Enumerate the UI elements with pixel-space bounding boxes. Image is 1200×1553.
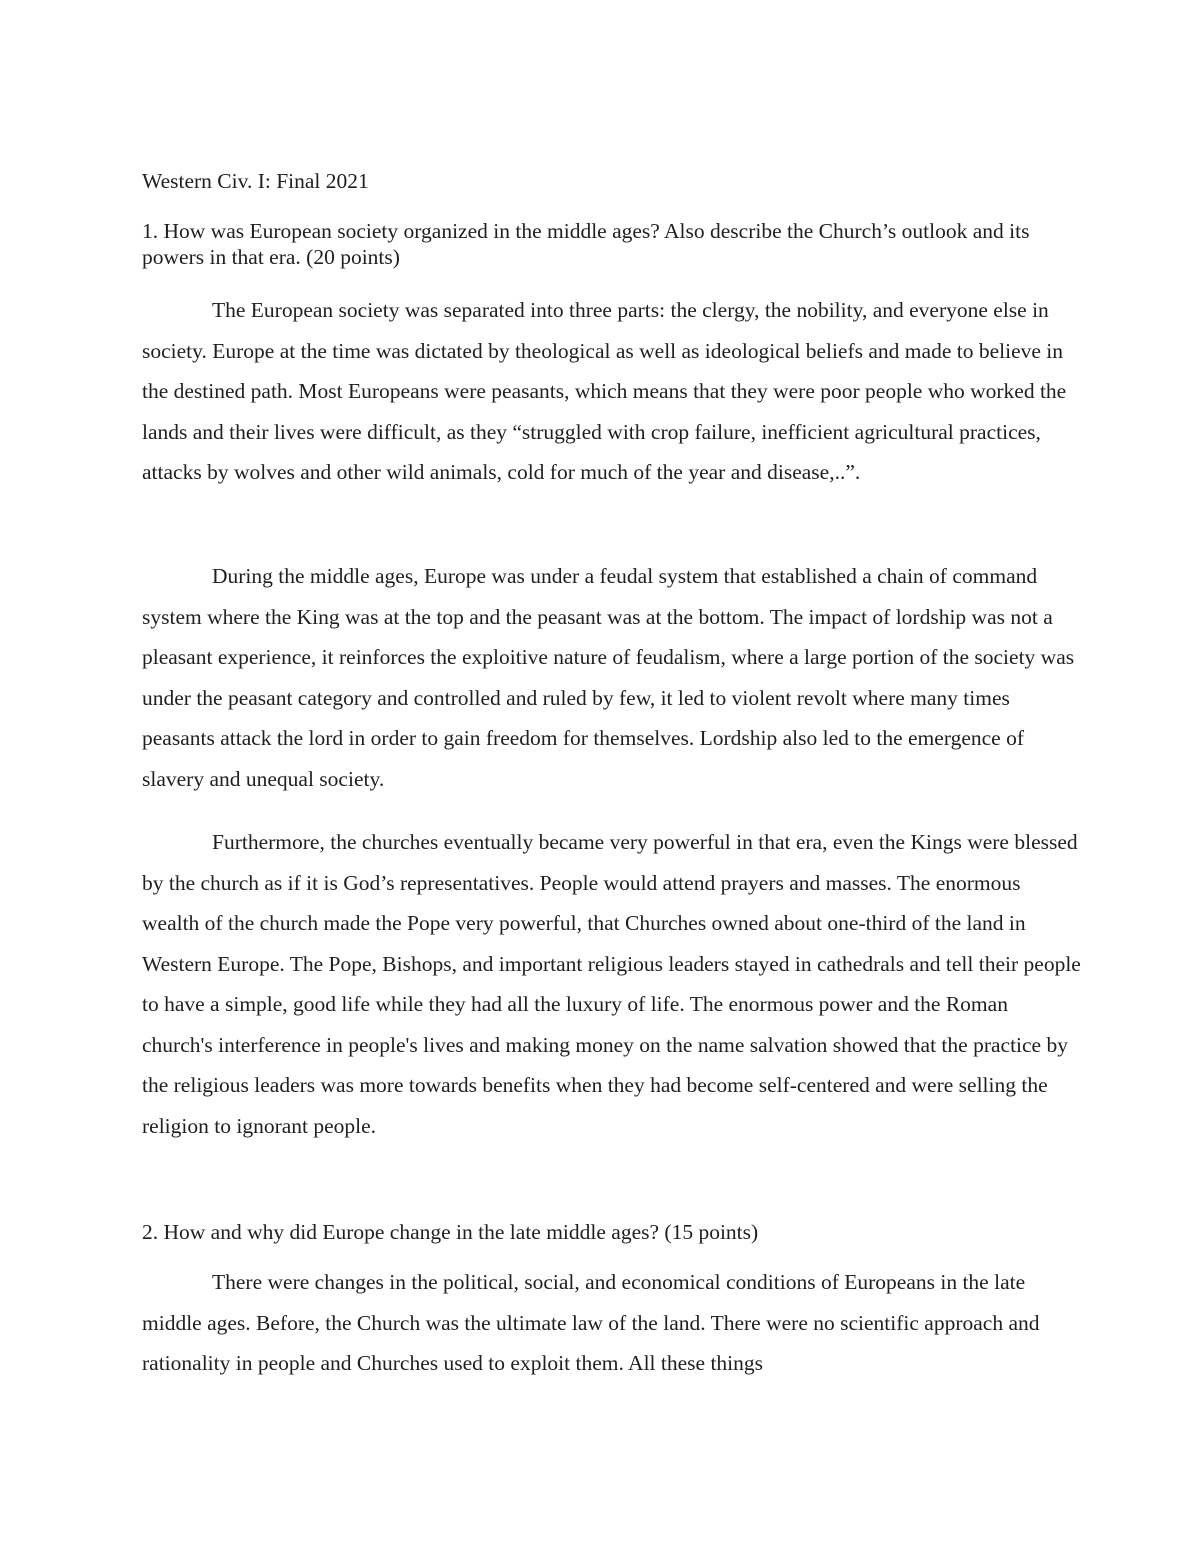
question-1: 1. How was European society organized in the middle ages? Also describe the Church’s outlook and its powers in that era. (20 points) — [142, 219, 1030, 269]
question-2: 2. How and why did Europe change in the late middle ages? (15 points) — [142, 1220, 759, 1244]
answer-1-paragraph-1: The European society was separated into three parts: the clergy, the nobility, and everyone else in society. Europe at the time was dictated by theological as well as ideological beliefs and made to believe in the destined path. Most Europeans were peasants, which means that they were poor people who worked the lands and their lives were difficult, as they “struggled with crop failure, inefficient agricultural practices, attacks by wolves and other wild animals, cold for much of the year and disease,..”. — [142, 298, 1067, 484]
document-title: Western Civ. I: Final 2021 — [142, 169, 369, 193]
answer-1-paragraph-3: Furthermore, the churches eventually became very powerful in that era, even the Kings were blessed by the church as if it is God’s representatives. People would attend prayers and masses. The enormous wealth of the church made the Pope very powerful, that Churches owned about one-third of the land in Western Europe. The Pope, Bishops, and important religious leaders stayed in cathedrals and tell their people to have a simple, good life while they had all the luxury of life. The enormous power and the Roman church's interference in people's lives and making money on the name salvation showed that the practice by the religious leaders was more towards benefits when they had become self-centered and were selling the religion to ignorant people. — [142, 830, 1081, 1138]
answer-1-paragraph-2: During the middle ages, Europe was under a feudal system that established a chain of command system where the King was at the top and the peasant was at the bottom. The impact of lordship was not a pleasant experience, it reinforces the exploitive nature of feudalism, where a large portion of the society was under the peasant category and controlled and ruled by few, it led to violent revolt where many times peasants attack the lord in order to gain freedom for themselves. Lordship also led to the emergence of slavery and unequal society. — [142, 564, 1075, 791]
answer-2-paragraph-1: There were changes in the political, social, and economical conditions of Europeans in the late middle ages. Before, the Church was the ultimate law of the land. There were no scientific approach and rationality in people and Churches used to exploit them. All these things — [142, 1270, 1040, 1375]
